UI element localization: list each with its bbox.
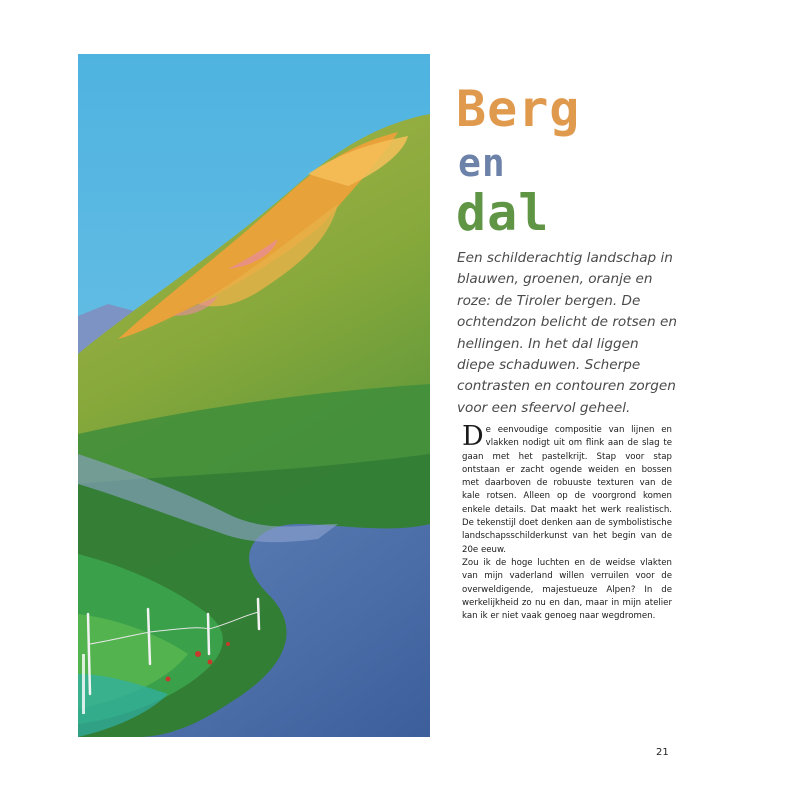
body-paragraph-2: Zou ik de hoge luchten en de weidse vlakten van mijn vaderland willen verruilen voor de overweldigende, majestueuze Alpen? In de werkelijkheid zo nu en dan, maar in mijn atelier kan ik er niet vaak genoeg naar wegdromen.: [462, 557, 672, 622]
body-paragraph-1: [462, 421, 672, 557]
drop-cap: D: [462, 421, 484, 452]
page-title: [456, 80, 756, 242]
title-word-berg: Berg: [456, 80, 581, 138]
body-paragraph-1-text: e eenvoudige compositie van lijnen en vlakken nodigt uit om flink aan de slag te gaan met het pastelkrijt. Stap voor stap ontstaan er zacht ogende weiden en bossen met daarboven de robuuste texturen van de kale rotsen. Alleen op de voorgrond komen enkele details. Dat maakt het werk realistisch. De tekenstijl doet denken aan de symbolistische landschapsschilderkunst van het begin van de 20e eeuw.: [462, 425, 672, 555]
body-text: [462, 421, 672, 623]
mountain-valley-illustration: [78, 54, 430, 737]
title-word-dal: dal: [456, 184, 550, 242]
page-number: 21: [656, 747, 669, 758]
title-word-en: en: [458, 141, 506, 185]
pastel-landscape-painting: [78, 54, 430, 737]
intro-text: Een schilderachtig landschap in blauwen, groenen, oranje en roze: de Tiroler bergen. De ochtendzon belicht de rotsen en hellingen. In het dal liggen diepe schaduwen. Scherpe contrasten en contouren zorgen voor een sfeervol geheel.: [457, 250, 677, 416]
